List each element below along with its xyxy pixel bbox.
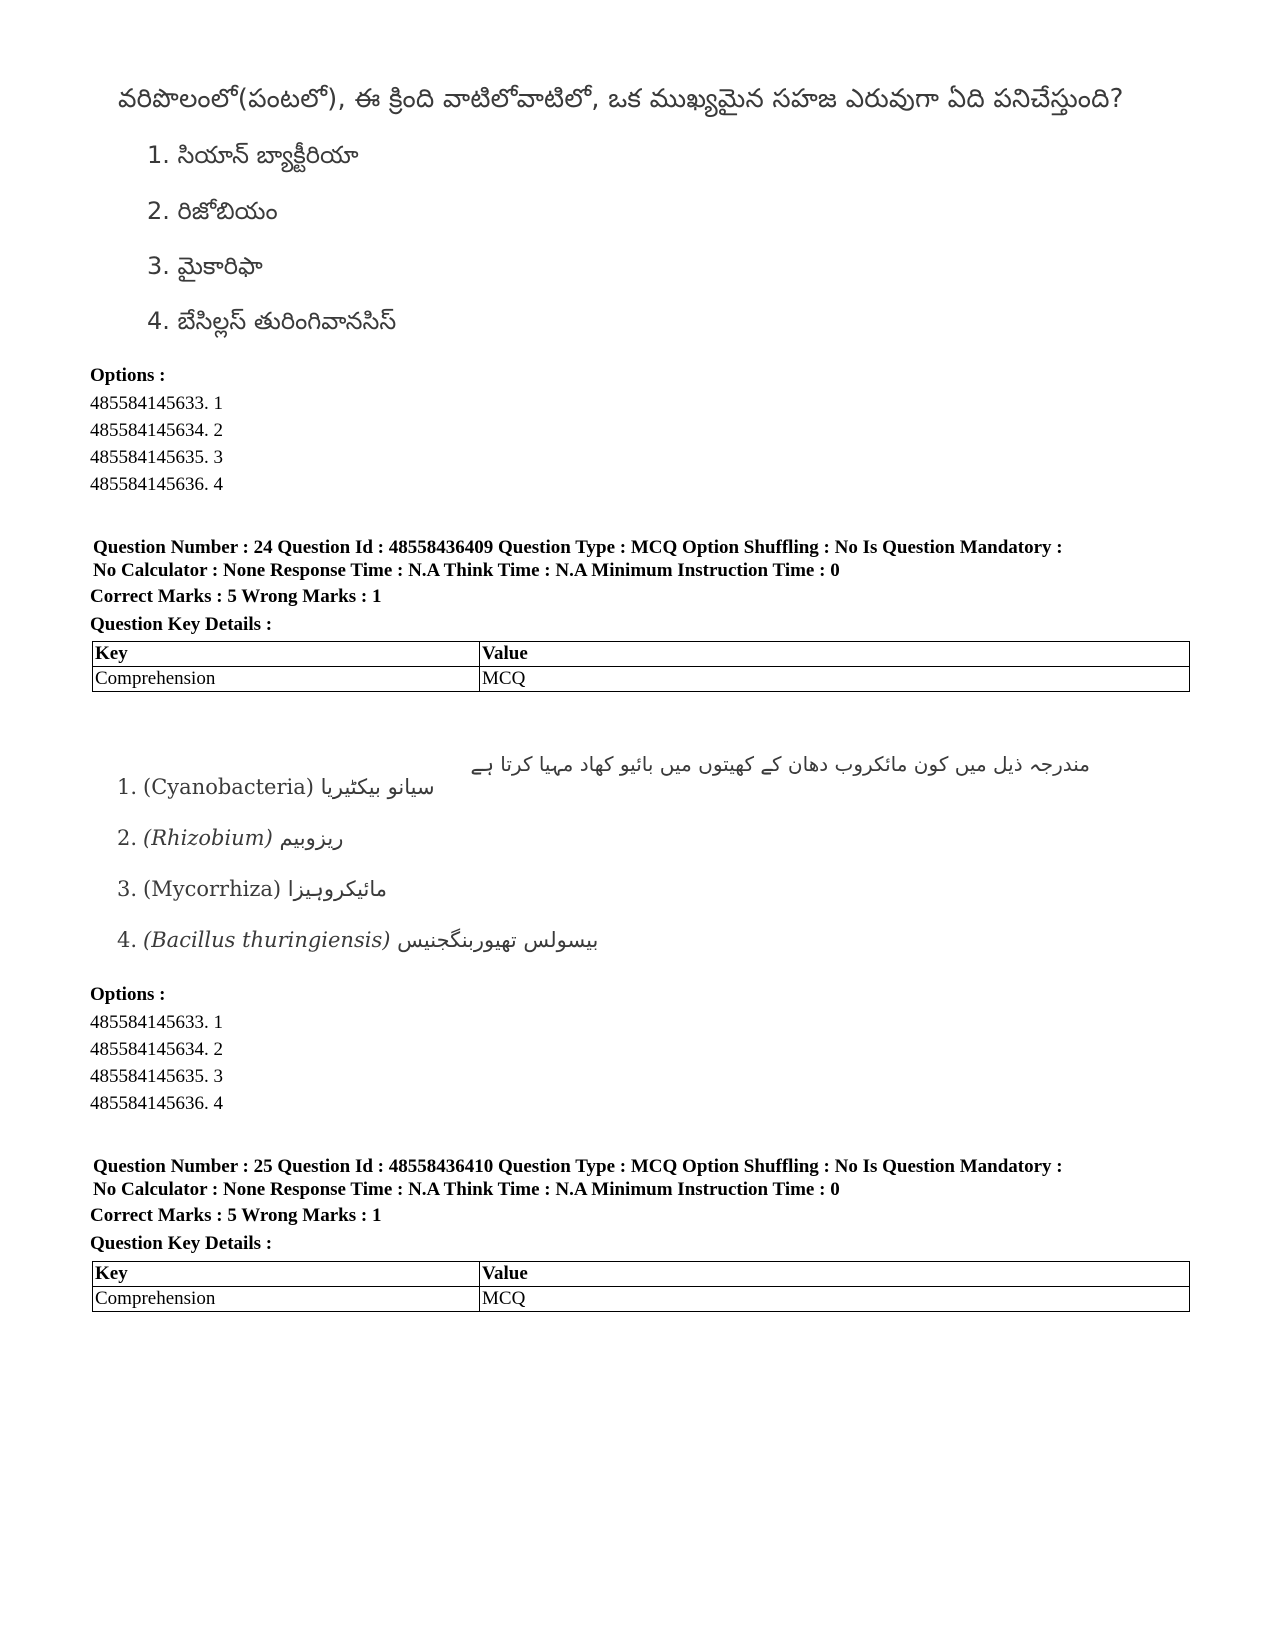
table-header-row [93, 1262, 1190, 1287]
options-label: Options : [90, 365, 166, 386]
choice-number: 4. [117, 928, 138, 952]
table-cell-key: Comprehension [93, 1287, 480, 1312]
option-line: 485584145636. 4 [90, 1093, 223, 1114]
choice-latin: (Cyanobacteria) [143, 775, 314, 799]
telugu-choice-3: 3. మైకారిఫా [147, 252, 263, 280]
table-row [93, 667, 1190, 692]
table-row [93, 1287, 1190, 1312]
options-label: Options : [90, 984, 166, 1005]
table-header-key: Key [93, 642, 480, 667]
telugu-choice-2: 2. రిజోబియం [147, 197, 278, 225]
choice-urdu: بیسولس تھیوربنگجنیس [397, 928, 599, 952]
table-header-key: Key [93, 1262, 480, 1287]
telugu-choice-4: 4. బేసిల్లస్ తురింగివానసిస్ [147, 307, 397, 335]
choice-urdu: مائیکروہیزا [287, 877, 388, 901]
question-meta-line-2: No Calculator : None Response Time : N.A Think Time : N.A Minimum Instruction Time : 0 [93, 560, 840, 581]
question-meta-line-1: Question Number : 24 Question Id : 48558436409 Question Type : MCQ Option Shuffling : No Is Question Mandatory : [93, 537, 1063, 558]
choice-number: 3. [117, 877, 138, 901]
question-marks: Correct Marks : 5 Wrong Marks : 1 [90, 586, 382, 607]
choice-urdu: سیانو بیکٹیریا [320, 775, 435, 799]
table-cell-value: MCQ [480, 667, 1190, 692]
option-line: 485584145635. 3 [90, 1066, 223, 1087]
telugu-question-text: వరిపొలంలో(పంటలో), ఈ క్రింది వాటిలోవాటిలో, ఒక ముఖ్యమైన సహజ ఎరువుగా ఏది పనిచేస్తుంది? [118, 84, 1124, 114]
urdu-choice-4 [117, 928, 598, 952]
question-key-details-label: Question Key Details : [90, 1233, 273, 1254]
table-cell-key: Comprehension [93, 667, 480, 692]
option-line: 485584145636. 4 [90, 474, 223, 495]
option-line: 485584145633. 1 [90, 393, 223, 414]
table-header-row [93, 642, 1190, 667]
option-line: 485584145634. 2 [90, 420, 223, 441]
question-key-details-label: Question Key Details : [90, 614, 273, 635]
choice-number: 2. [117, 826, 138, 850]
urdu-choice-2 [117, 826, 343, 850]
table-header-value: Value [480, 1262, 1190, 1287]
urdu-choice-1 [117, 775, 435, 799]
question-meta-line-2: No Calculator : None Response Time : N.A Think Time : N.A Minimum Instruction Time : 0 [93, 1179, 840, 1200]
option-line: 485584145634. 2 [90, 1039, 223, 1060]
question-key-table [92, 641, 1190, 692]
urdu-choice-3 [117, 877, 387, 901]
table-cell-value: MCQ [480, 1287, 1190, 1312]
option-line: 485584145633. 1 [90, 1012, 223, 1033]
choice-latin: (Rhizobium) [143, 826, 273, 850]
urdu-question-text: مندرجہ ذیل میں کون مائکروب دھان کے کھیتوں میں بائیو کھاد مہیا کرتا ہے [470, 752, 1090, 776]
question-marks: Correct Marks : 5 Wrong Marks : 1 [90, 1205, 382, 1226]
choice-latin: (Mycorrhiza) [143, 877, 282, 901]
option-line: 485584145635. 3 [90, 447, 223, 468]
question-meta-line-1: Question Number : 25 Question Id : 48558436410 Question Type : MCQ Option Shuffling : No Is Question Mandatory : [93, 1156, 1063, 1177]
telugu-choice-1: 1. సియాన్ బ్యాక్టీరియా [147, 141, 359, 169]
table-header-value: Value [480, 642, 1190, 667]
choice-number: 1. [117, 775, 138, 799]
question-key-table [92, 1261, 1190, 1312]
choice-urdu: ریزوبیم [279, 826, 344, 850]
choice-latin: (Bacillus thuringiensis) [143, 928, 391, 952]
